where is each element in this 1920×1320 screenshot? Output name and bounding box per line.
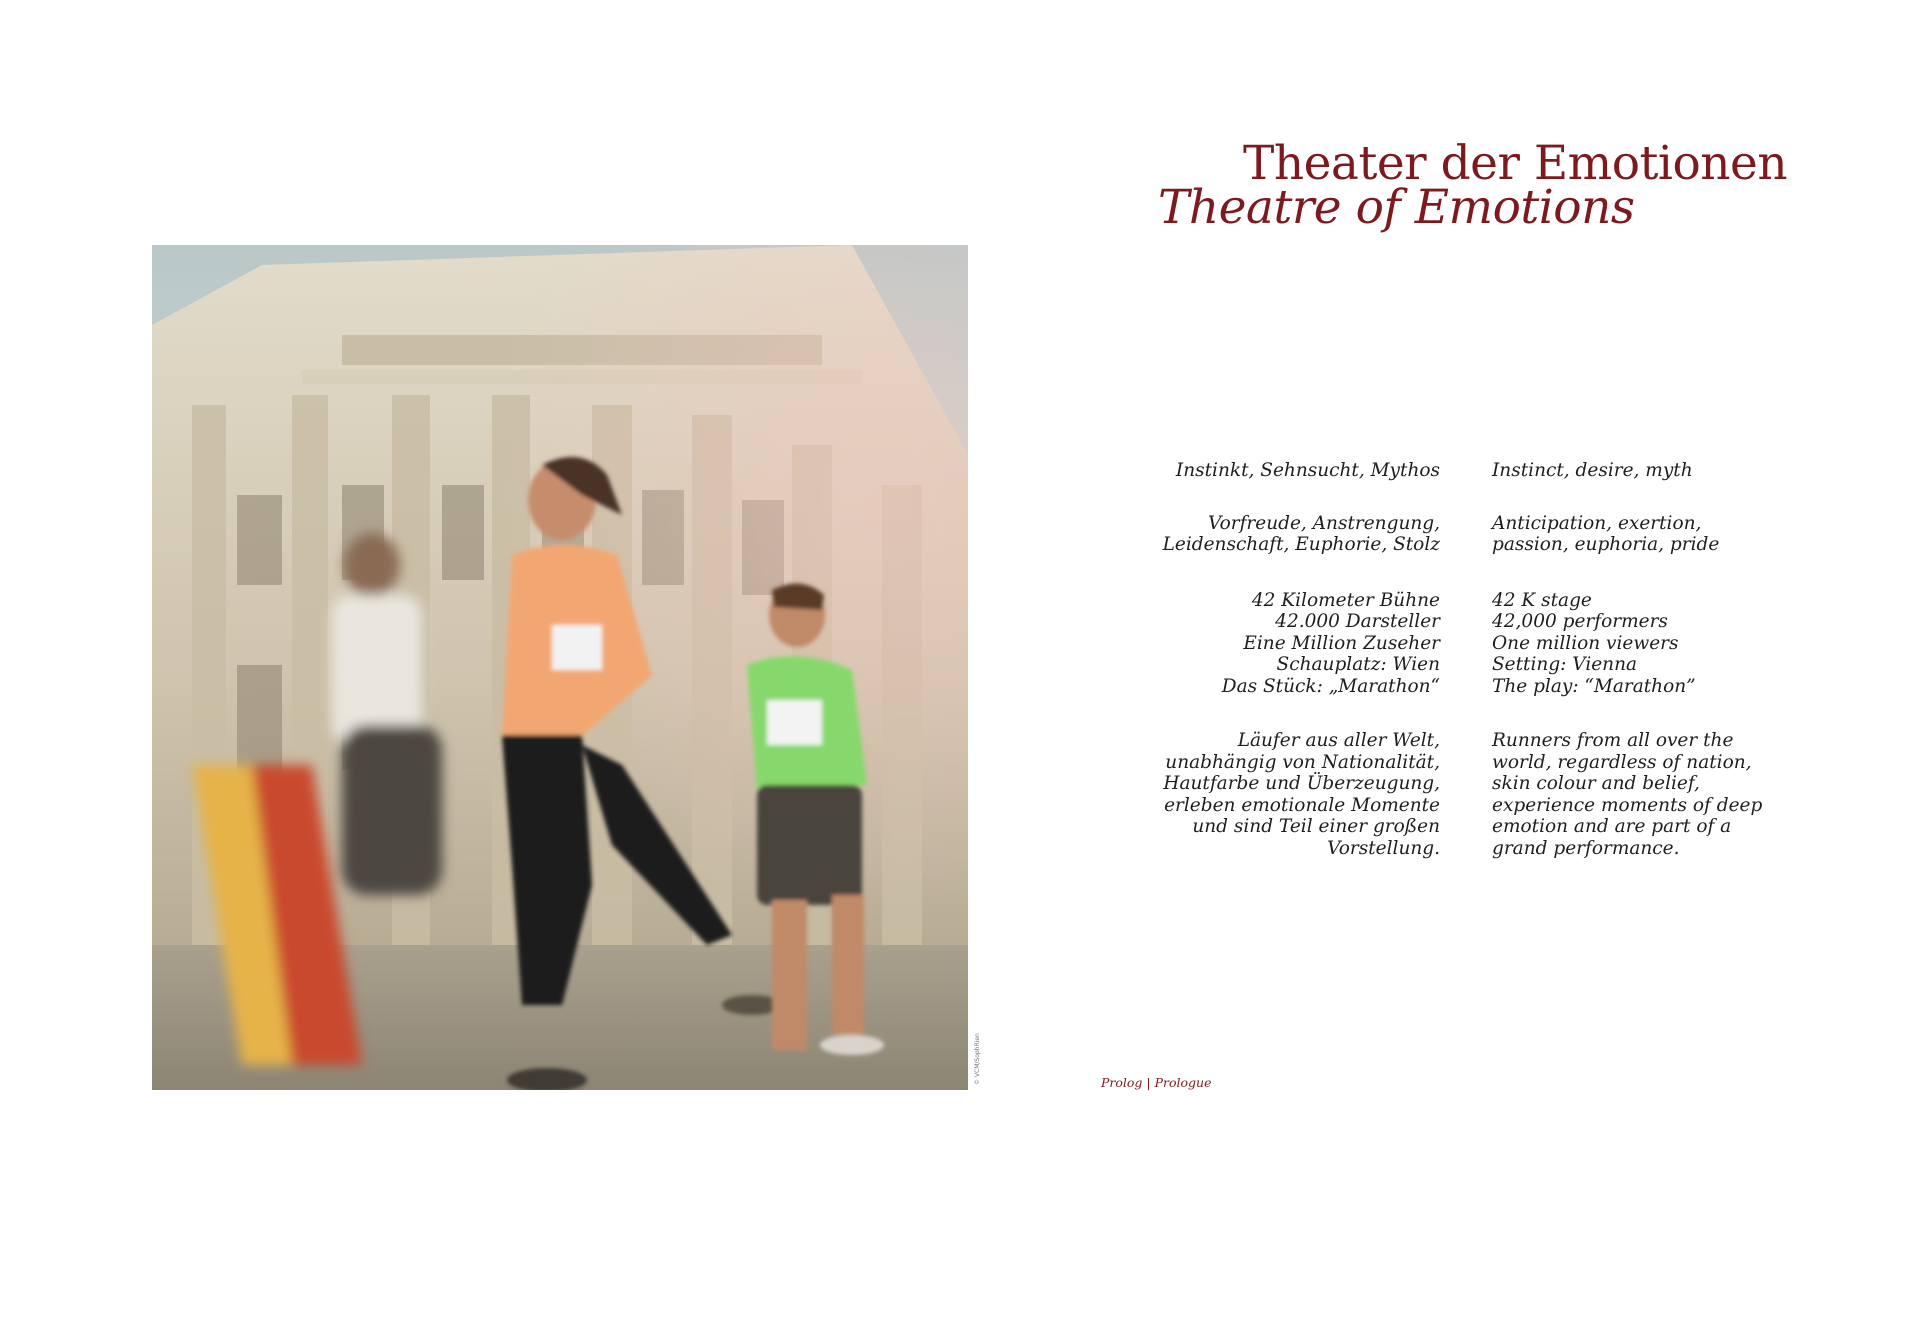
english-line: The play: “Marathon” [1492, 675, 1696, 697]
english-column [1492, 460, 1792, 859]
english-line: emotion and are part of a [1492, 816, 1732, 837]
page-footer [1101, 1075, 1212, 1090]
footer-english: Prologue [1154, 1075, 1212, 1090]
title-english: Theatre of Emotions [1158, 180, 1635, 235]
german-line: unabhängig von Nationalität, [1165, 751, 1440, 773]
german-column [1140, 460, 1440, 859]
german-line: Vorstellung. [1327, 837, 1440, 859]
english-line: 42 K stage [1492, 589, 1592, 611]
english-line: passion, euphoria, pride [1492, 534, 1720, 555]
photo-icon [152, 245, 968, 1090]
german-line: Vorfreude, Anstrengung, [1207, 512, 1440, 534]
english-line: experience moments of deep [1492, 794, 1763, 816]
english-line: skin colour and belief, [1492, 773, 1700, 794]
english-line: Setting: Vienna [1492, 654, 1638, 675]
english-line: world, regardless of nation, [1492, 751, 1752, 773]
german-line: und sind Teil einer großen [1192, 816, 1440, 837]
title-german: Theater der Emotionen [1243, 136, 1788, 191]
footer-separator: | [1146, 1075, 1151, 1090]
english-line: 42,000 performers [1492, 611, 1668, 632]
photo-credit: © VCM/SophRien [974, 1033, 981, 1085]
footer-german: Prolog [1101, 1075, 1143, 1090]
german-line: Schauplatz: Wien [1276, 654, 1440, 675]
german-line: 42 Kilometer Bühne [1251, 589, 1440, 611]
english-line: grand performance. [1492, 837, 1680, 859]
german-line: Instinkt, Sehnsucht, Mythos [1175, 460, 1440, 481]
marathon-photo [152, 245, 968, 1090]
german-line: erleben emotionale Momente [1164, 794, 1440, 816]
english-line: Anticipation, exertion, [1492, 512, 1702, 534]
german-line: Das Stück: „Marathon“ [1221, 675, 1440, 697]
english-line: Instinct, desire, myth [1492, 460, 1693, 481]
german-line: Hautfarbe und Überzeugung, [1163, 773, 1440, 794]
german-line: Läufer aus aller Welt, [1237, 730, 1440, 751]
german-line: Eine Million Zuseher [1243, 632, 1440, 654]
german-line: Leidenschaft, Euphorie, Stolz [1162, 534, 1440, 555]
german-line: 42.000 Darsteller [1275, 611, 1440, 632]
english-line: Runners from all over the [1492, 730, 1734, 751]
english-line: One million viewers [1492, 632, 1679, 654]
